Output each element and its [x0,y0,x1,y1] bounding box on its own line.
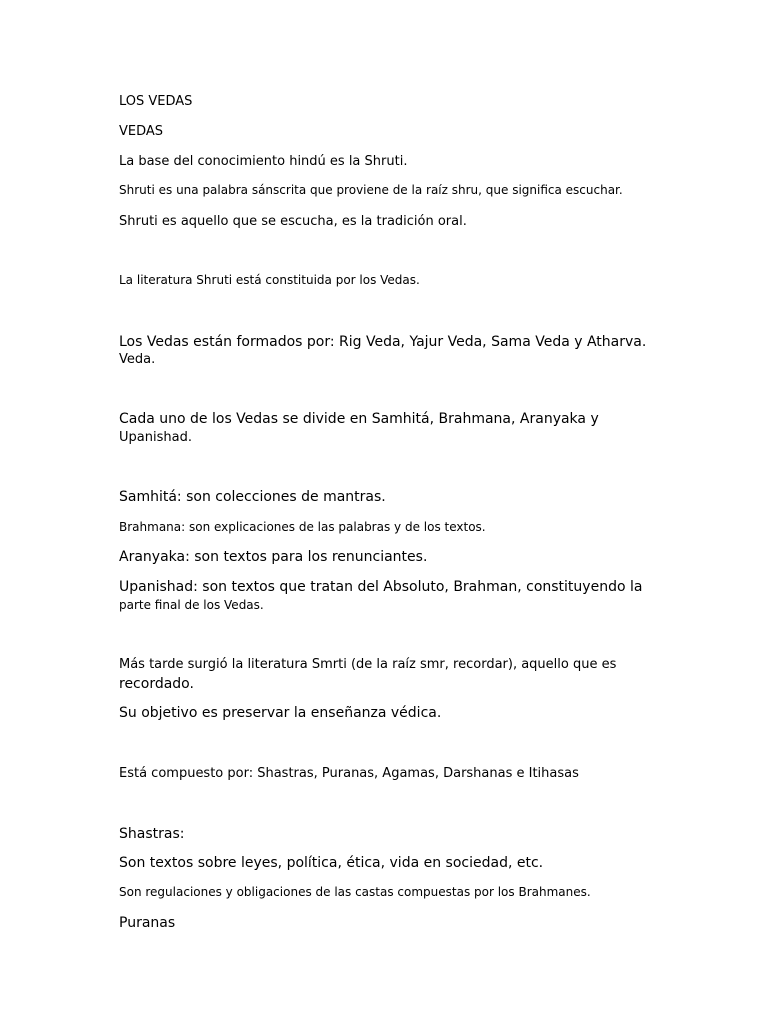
paragraph: Son regulaciones y obligaciones de las castas compuestas por los Brahmanes. [119,885,591,899]
paragraph-line: Cada uno de los Vedas se divide en Samhitá, Brahmana, Aranyaka y [119,411,599,427]
paragraph: Está compuesto por: Shastras, Puranas, Agamas, Darshanas e Itihasas [119,766,579,781]
paragraph: Brahmana: son explicaciones de las palabras y de los textos. [119,520,486,534]
paragraph: Aranyaka: son textos para los renunciantes. [119,549,428,565]
paragraph-line: parte final de los Vedas. [119,598,264,612]
paragraph: La base del conocimiento hindú es la Shruti. [119,154,408,169]
paragraph-line: recordado. [119,676,194,692]
paragraph: Samhitá: son colecciones de mantras. [119,489,386,505]
paragraph-line: Más tarde surgió la literatura Smrti (de la raíz smr, recordar), aquello que es [119,657,617,672]
section-heading: VEDAS [119,124,164,139]
section-heading: Puranas [119,915,176,931]
paragraph-line: Veda. [119,352,156,367]
section-heading: Shastras: [119,826,185,842]
paragraph-line: Upanishad: son textos que tratan del Absoluto, Brahman, constituyendo la [119,579,643,595]
paragraph: Shruti es aquello que se escucha, es la tradición oral. [119,214,467,229]
document-title: LOS VEDAS [119,94,193,109]
paragraph-line: Los Vedas están formados por: Rig Veda, Yajur Veda, Sama Veda y Atharva. [119,334,647,350]
paragraph: Son textos sobre leyes, política, ética, vida en sociedad, etc. [119,855,544,871]
paragraph: La literatura Shruti está constituida por los Vedas. [119,273,420,287]
paragraph: Su objetivo es preservar la enseñanza védica. [119,705,442,721]
paragraph: Shruti es una palabra sánscrita que proviene de la raíz shru, que significa escuchar. [119,183,623,197]
paragraph-line: Upanishad. [119,430,192,445]
